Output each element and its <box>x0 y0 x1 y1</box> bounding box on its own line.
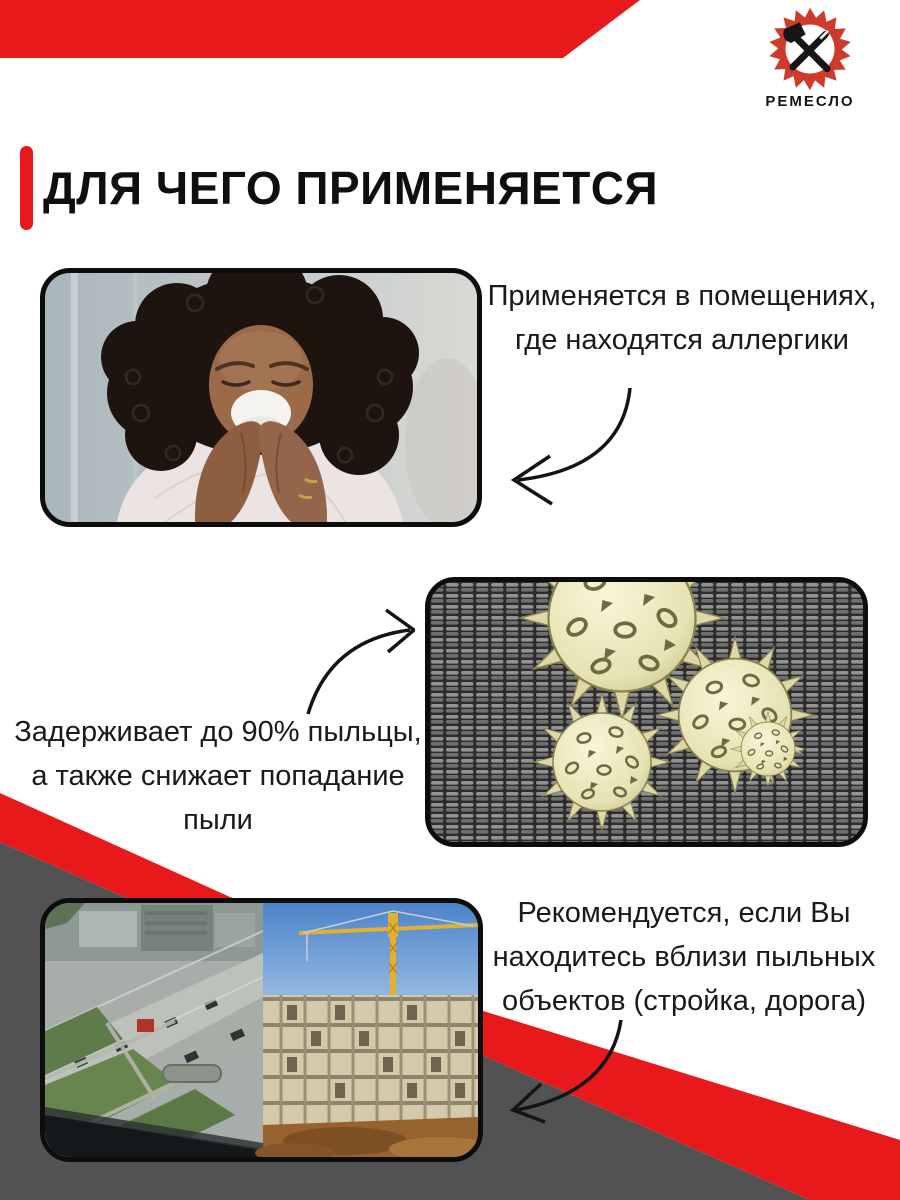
city-and-construction-photo <box>40 898 483 1162</box>
sneezing-woman-photo <box>40 268 482 527</box>
page-title-block <box>20 146 658 230</box>
curved-arrow-right-icon <box>290 592 415 716</box>
caption-line: Применяется в помещениях, <box>487 280 877 312</box>
brand-name: РЕМЕСЛО <box>765 93 855 110</box>
caption-line: объектов (стройка, дорога) <box>501 985 867 1017</box>
page-title: ДЛЯ ЧЕГО ПРИМЕНЯЕТСЯ <box>43 162 659 214</box>
caption-line: а также снижает попадание <box>31 760 405 792</box>
saw-blade-hammer-chisel-icon <box>767 6 853 92</box>
caption-line: пыли <box>183 804 253 836</box>
top-red-band <box>0 0 700 58</box>
curved-arrow-left-icon <box>500 382 665 520</box>
caption-line: Задерживает до 90% пыльцы, <box>14 716 422 748</box>
brand-logo <box>748 6 872 110</box>
caption-dust-sources <box>472 891 896 1023</box>
title-accent-bar <box>20 146 33 230</box>
caption-line: находитесь вблизи пыльных <box>492 941 876 973</box>
caption-line: Рекомендуется, если Вы <box>517 897 851 929</box>
curved-arrow-left-icon <box>497 1018 637 1126</box>
caption-line: где находятся аллергики <box>515 324 849 356</box>
caption-allergy <box>472 274 892 362</box>
